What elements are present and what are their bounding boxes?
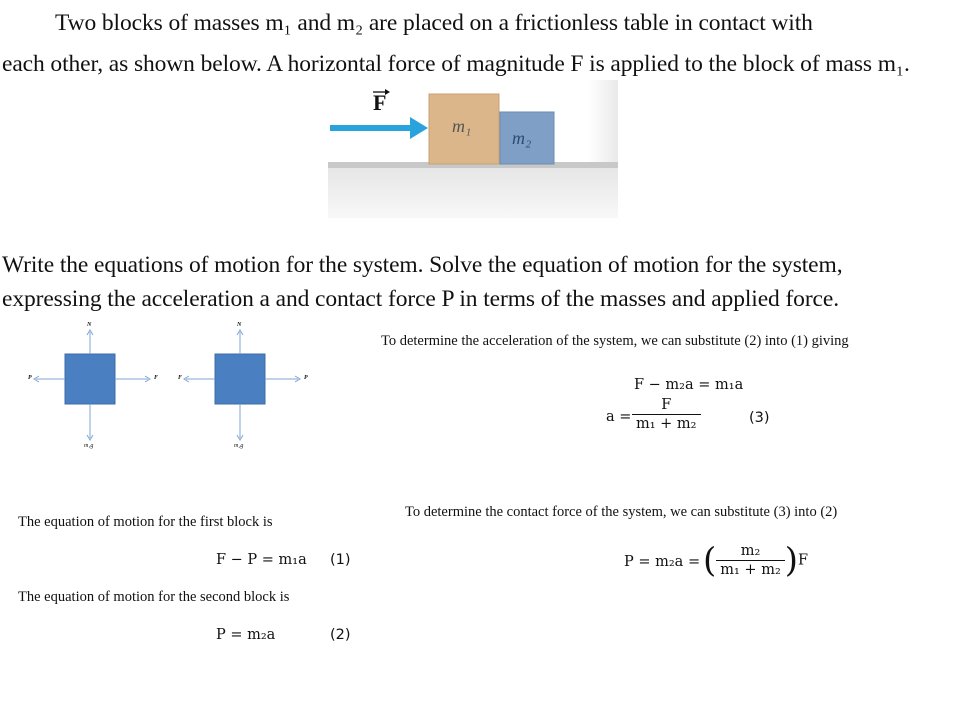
force-label: F xyxy=(373,90,387,115)
contact-intro: To determine the contact force of the system, we can substitute (3) into (2) xyxy=(405,504,838,520)
equation-2: P = m₂a xyxy=(216,627,276,643)
equation-p-rhs: F xyxy=(798,552,809,569)
fbd-block-2 xyxy=(184,330,300,440)
block2-label: m₂ xyxy=(512,128,532,148)
equation-3-number: (3) xyxy=(749,410,770,426)
fbd1-normal-label: N xyxy=(87,322,92,328)
task-line-1: Write the equations of motion for the system. Solve the equation of motion for the system, xyxy=(2,252,843,278)
fbd-block-1 xyxy=(34,330,150,440)
equation-p-fraction: ( $\frac{\text{m₂}}{\text{m₁ + m₂}}$ )F xyxy=(703,540,809,581)
fbd2-left-label: F xyxy=(178,375,183,381)
equation-3-fraction xyxy=(632,396,701,433)
equation-1: F − P = m₁a xyxy=(216,552,307,568)
equation-p-numerator: m₂ xyxy=(716,542,785,561)
force-arrow-head xyxy=(410,117,428,139)
fbd2-normal-label: N xyxy=(237,322,242,328)
equation-p-denominator: m₁ + m₂ xyxy=(720,562,781,578)
fbd2-right-label: P xyxy=(304,375,308,381)
equation-3-denominator: m₁ + m₂ xyxy=(636,416,697,432)
block1-label: m₁ xyxy=(452,116,472,136)
fbd1-right-label: F xyxy=(154,375,159,381)
equation-2-number: (2) xyxy=(330,627,351,643)
problem-line-1: Two blocks of masses m₁ and m₂ are placed on a frictionless table in contact with xyxy=(55,10,813,36)
equation-3-lhs: a = xyxy=(606,409,632,425)
problem-line-2: each other, as shown below. A horizontal force of magnitude F is applied to the block of mass m₁. xyxy=(2,51,910,77)
fbd2-weight-label: m₂g xyxy=(234,443,244,449)
table-surface xyxy=(328,168,618,218)
fbd1-left-label: P xyxy=(28,375,32,381)
equation-p-lhs: P = m₂a = xyxy=(624,554,701,570)
equation-3-numerator: F xyxy=(632,396,701,415)
eq2-intro: The equation of motion for the second block is xyxy=(18,589,290,605)
accel-intro: To determine the acceleration of the system, we can substitute (2) into (1) giving xyxy=(381,333,849,349)
fbd1-weight-label: m₁g xyxy=(84,443,94,449)
blocks-figure xyxy=(328,80,618,218)
task-line-2: expressing the acceleration a and contact force P in terms of the masses and applied force. xyxy=(2,286,839,312)
free-body-diagrams xyxy=(20,320,340,455)
eq1-intro: The equation of motion for the first block is xyxy=(18,514,273,530)
equation-step: F − m₂a = m₁a xyxy=(634,377,744,393)
equation-1-number: (1) xyxy=(330,552,351,568)
